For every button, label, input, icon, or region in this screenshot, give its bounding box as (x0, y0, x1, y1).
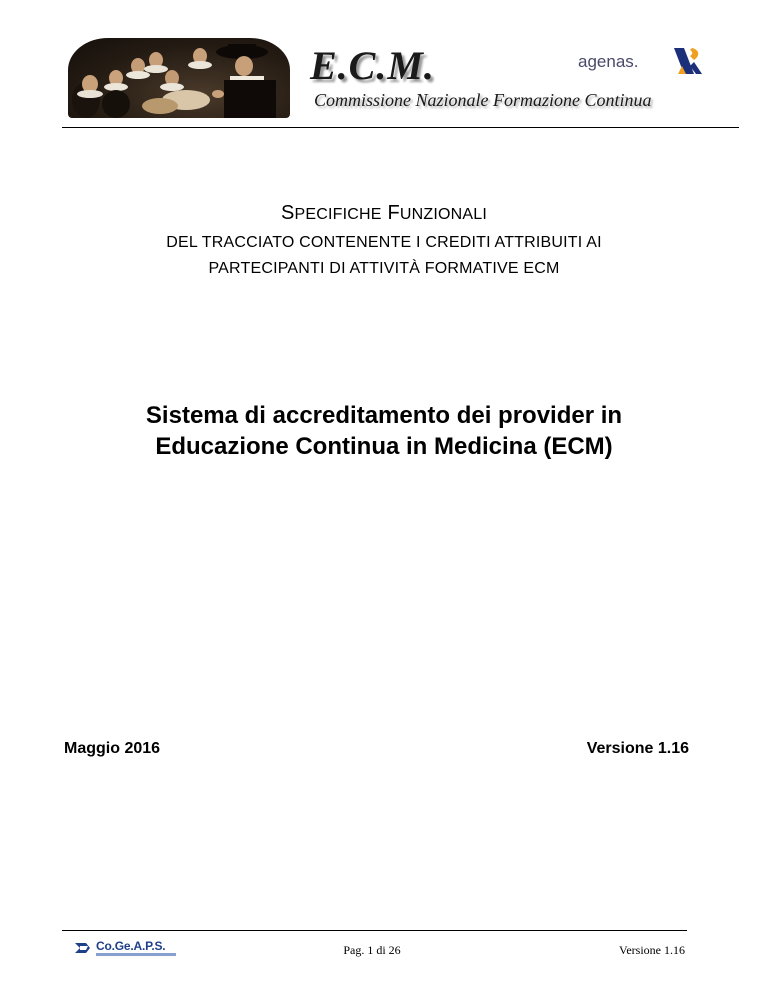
page-number: Pag. 1 di 26 (343, 943, 401, 957)
spec-line-1: DEL TRACCIATO CONTENENTE I CREDITI ATTRIBUITI AI (166, 234, 602, 251)
header-painting-image (68, 38, 290, 118)
main-title-line-1: Sistema di accreditamento dei provider in (145, 402, 623, 429)
document-header (0, 0, 768, 130)
commission-subtitle: Commissione Nazionale Formazione Continua (314, 90, 652, 110)
spec-heading (0, 198, 768, 230)
footer-version: Versione 1.16 (619, 943, 685, 957)
main-title (0, 400, 768, 462)
document-date: Maggio 2016 (64, 740, 161, 757)
agenas-logo (578, 44, 708, 80)
spec-heading-cap-s: S (280, 202, 295, 224)
footer-divider (62, 930, 687, 931)
agenas-logo-text: agenas. (578, 52, 639, 71)
spec-line-2: PARTECIPANTI DI ATTIVITÀ FORMATIVE ECM (208, 260, 560, 277)
spec-heading-cap-f: F (387, 202, 400, 224)
header-divider (62, 127, 739, 128)
spec-heading-block (0, 198, 768, 282)
document-version: Versione 1.16 (586, 740, 689, 757)
ecm-title: E.C.M. (310, 43, 435, 88)
spec-heading-rest-2: UNZIONALI (399, 206, 488, 223)
main-title-line-2: Educazione Continua in Medicina (ECM) (155, 433, 613, 460)
cogeaps-logo-text: Co.Ge.A.P.S. (96, 939, 166, 953)
agenas-mark-icon (670, 44, 704, 78)
spec-heading-rest-1: PECIFICHE (294, 206, 382, 223)
